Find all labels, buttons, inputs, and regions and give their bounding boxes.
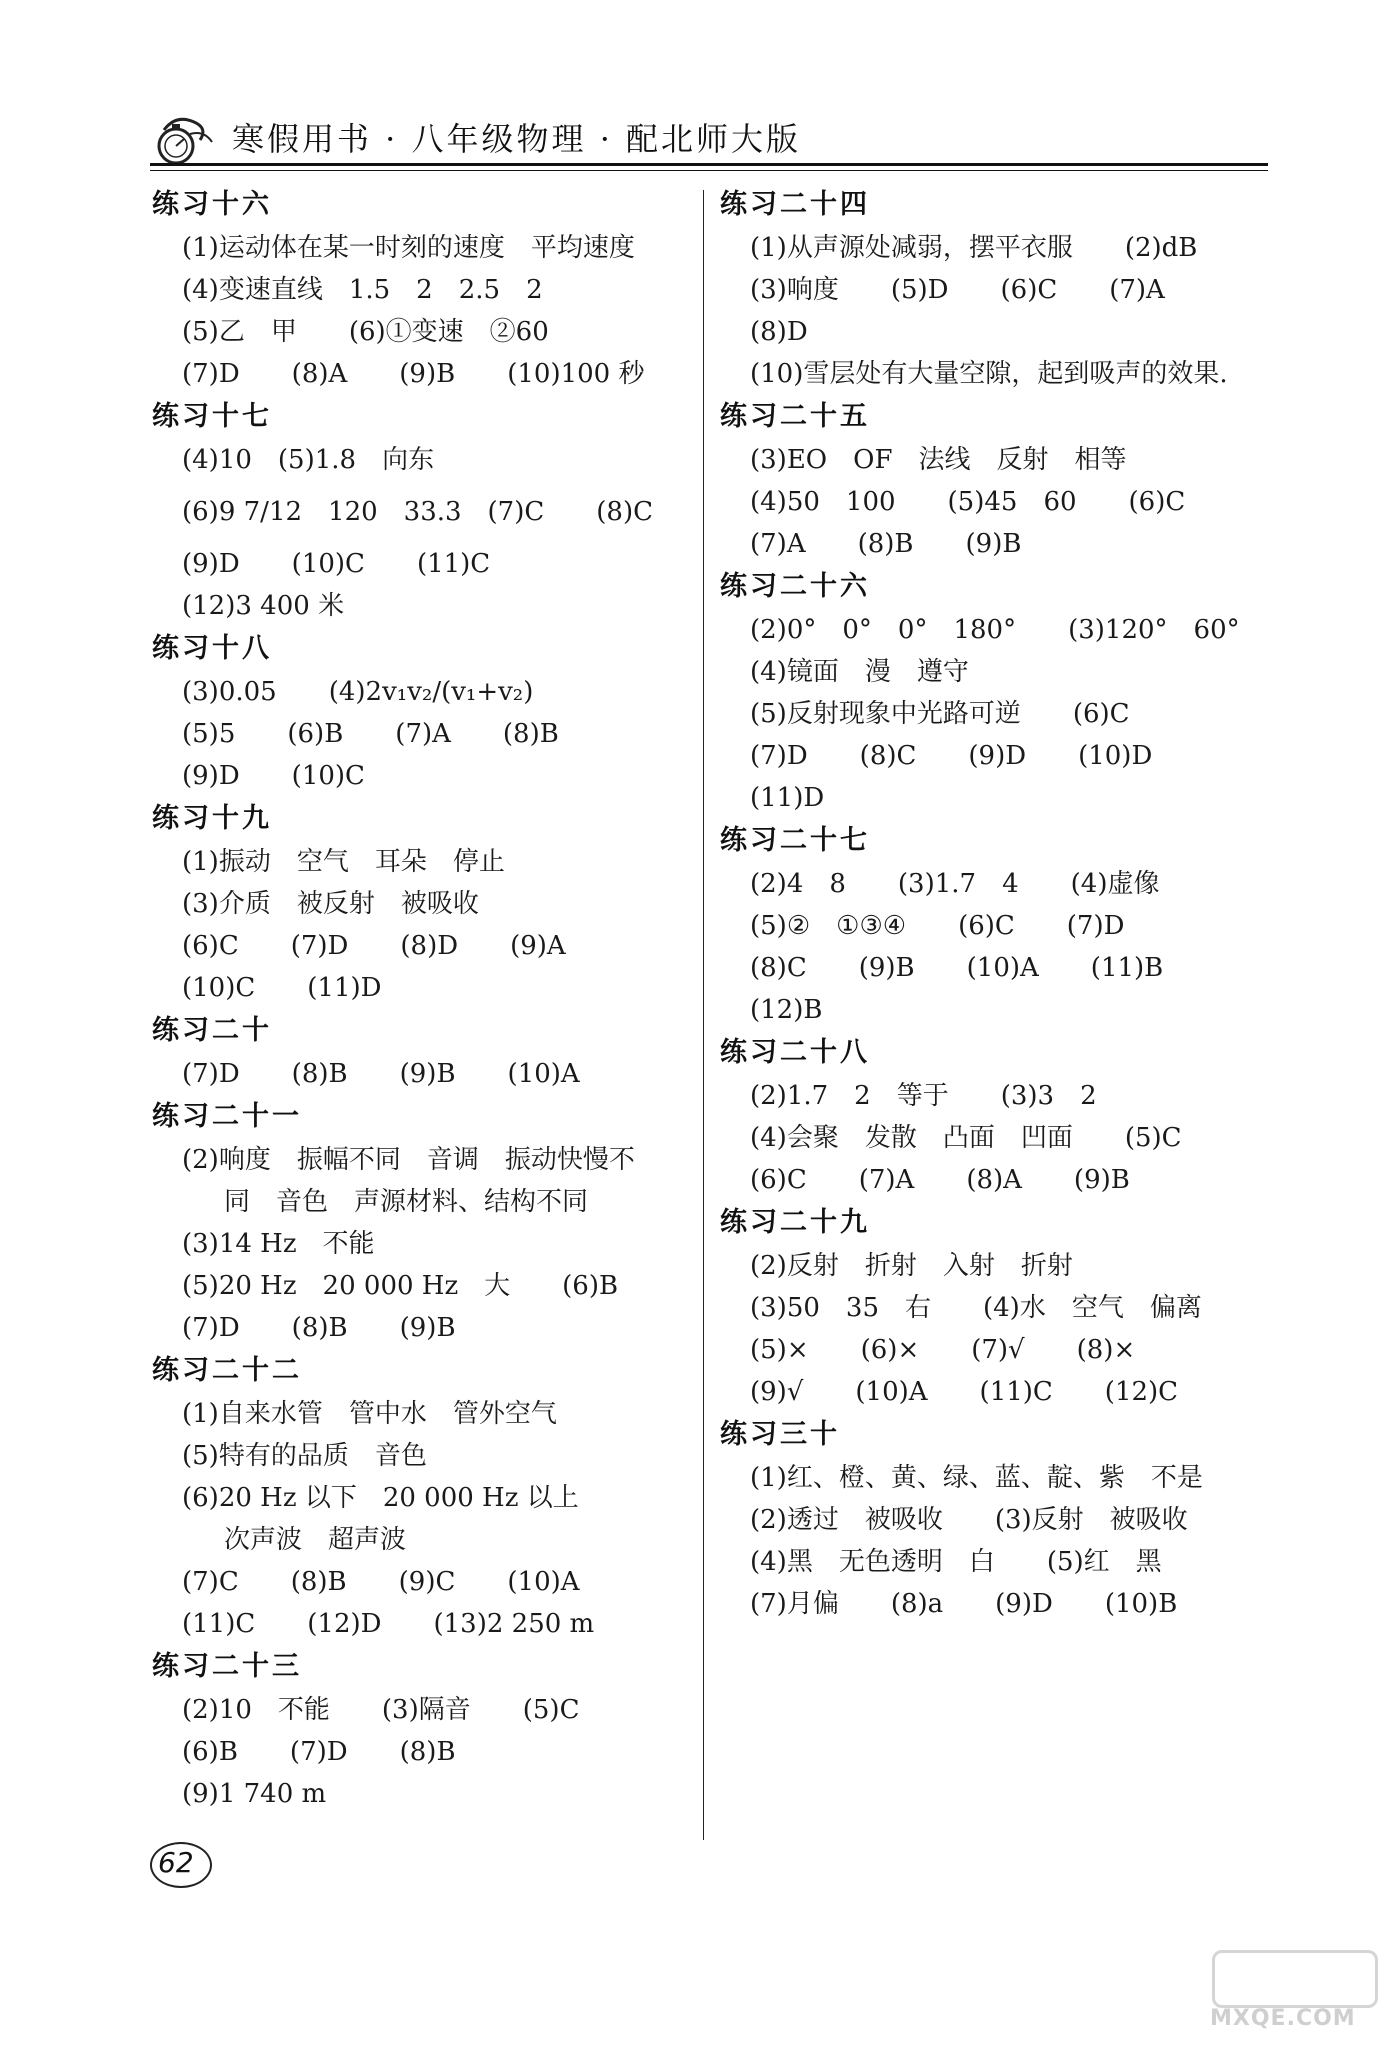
right-column <box>720 183 1280 1625</box>
answer-line: (12)3 400 米 <box>182 591 345 621</box>
exercise-20 <box>152 1009 692 1095</box>
section-title: 练习二十三 <box>152 1651 302 1682</box>
exercise-16 <box>152 183 692 395</box>
answer-line: (5)× (6)× (7)√ (8)× <box>750 1335 1136 1365</box>
answer-line: (7)D (8)C (9)D (10)D <box>750 741 1153 771</box>
exercise-26 <box>720 565 1280 819</box>
page-number-text: 62 <box>158 1846 194 1879</box>
answer-line: (12)B <box>750 995 823 1025</box>
site-watermark <box>1210 1948 1380 2043</box>
column-divider <box>703 190 704 1840</box>
header-title: 寒假用书 · 八年级物理 · 配北师大版 <box>232 120 802 158</box>
answer-line: (8)C (9)B (10)A (11)B <box>750 953 1164 983</box>
exercise-30 <box>720 1413 1280 1625</box>
answer-line: (2)透过 被吸收 (3)反射 被吸收 <box>750 1505 1188 1535</box>
section-title: 练习二十四 <box>720 189 870 220</box>
header-rule-thin <box>150 170 1268 171</box>
answer-line: (4)10 (5)1.8 向东 <box>182 445 435 475</box>
answer-line: (2)10 不能 (3)隔音 (5)C <box>182 1695 580 1725</box>
answer-line: 同 音色 声源材料、结构不同 <box>224 1187 589 1217</box>
section-title: 练习二十九 <box>720 1207 870 1238</box>
answer-line: (2)反射 折射 入射 折射 <box>750 1251 1073 1281</box>
page-number <box>150 1842 210 1890</box>
answer-line: (3)0.05 (4)2v₁v₂/(v₁+v₂) <box>182 677 534 707</box>
answer-line: (3)响度 (5)D (6)C (7)A <box>750 275 1165 305</box>
answer-line: (1)从声源处减弱，摆平衣服 (2)dB <box>750 233 1198 263</box>
section-title: 练习三十 <box>720 1419 840 1450</box>
stopwatch-logo-icon <box>150 112 220 168</box>
answer-line: (11)C (12)D (13)2 250 m <box>182 1609 595 1639</box>
section-title: 练习二十六 <box>720 571 870 602</box>
answer-line: (7)D (8)B (9)B <box>182 1313 456 1343</box>
answer-line: (5)反射现象中光路可逆 (6)C <box>750 699 1130 729</box>
answer-line: (1)运动体在某一时刻的速度 平均速度 <box>182 233 635 263</box>
answer-line: (4)黑 无色透明 白 (5)红 黑 <box>750 1547 1162 1577</box>
header-rule-thick <box>150 163 1268 166</box>
answer-line: (6)C (7)A (8)A (9)B <box>750 1165 1130 1195</box>
section-title: 练习十九 <box>152 803 272 834</box>
exercise-25 <box>720 395 1280 565</box>
answer-line: (9)√ (10)A (11)C (12)C <box>750 1377 1179 1407</box>
section-title: 练习二十 <box>152 1015 272 1046</box>
answer-line: (9)D (10)C <box>182 761 365 791</box>
answer-line: (7)D (8)B (9)B (10)A <box>182 1059 580 1089</box>
exercise-24 <box>720 183 1280 395</box>
answer-line: (7)C (8)B (9)C (10)A <box>182 1567 580 1597</box>
left-column <box>152 183 692 1815</box>
answer-line: (1)红、橙、黄、绿、蓝、靛、紫 不是 <box>750 1463 1203 1493</box>
section-title: 练习二十二 <box>152 1355 302 1386</box>
answer-line: (6)C (7)D (8)D (9)A <box>182 931 566 961</box>
exercise-23 <box>152 1645 692 1815</box>
page-header <box>150 100 1265 170</box>
answer-line: (6)9 7/12 120 33.3 (7)C (8)C <box>182 497 653 527</box>
answer-line: (11)D <box>750 783 825 813</box>
answer-line: (2)1.7 2 等于 (3)3 2 <box>750 1081 1097 1111</box>
answer-line: (3)50 35 右 (4)水 空气 偏离 <box>750 1293 1202 1323</box>
answer-line: (4)50 100 (5)45 60 (6)C <box>750 487 1186 517</box>
answer-line: (5)5 (6)B (7)A (8)B <box>182 719 559 749</box>
watermark-logo-icon <box>1212 1950 1378 2008</box>
answer-line: (7)月偏 (8)a (9)D (10)B <box>750 1589 1178 1619</box>
exercise-17 <box>152 395 692 627</box>
answer-line: (4)镜面 漫 遵守 <box>750 657 969 687</box>
exercise-19 <box>152 797 692 1009</box>
answer-line: (7)A (8)B (9)B <box>750 529 1022 559</box>
answer-line: (5)乙 甲 (6)①变速 ②60 <box>182 317 549 347</box>
answer-line: (10)C (11)D <box>182 973 382 1003</box>
answer-line: (10)雪层处有大量空隙，起到吸声的效果. <box>750 359 1228 389</box>
section-title: 练习十八 <box>152 633 272 664</box>
exercise-28 <box>720 1031 1280 1201</box>
exercise-21 <box>152 1095 692 1349</box>
answer-line: (8)D <box>750 317 808 347</box>
answer-line: (1)振动 空气 耳朵 停止 <box>182 847 505 877</box>
section-title: 练习二十八 <box>720 1037 870 1068</box>
exercise-18 <box>152 627 692 797</box>
exercise-22 <box>152 1349 692 1645</box>
section-title: 练习二十七 <box>720 825 870 856</box>
answer-line: (4)变速直线 1.5 2 2.5 2 <box>182 275 543 305</box>
answer-line: (6)B (7)D (8)B <box>182 1737 456 1767</box>
exercise-27 <box>720 819 1280 1031</box>
answer-line: (3)EO OF 法线 反射 相等 <box>750 445 1127 475</box>
section-title: 练习二十一 <box>152 1101 302 1132</box>
answer-line: (9)1 740 m <box>182 1779 327 1809</box>
watermark-text: MXQE.COM <box>1210 2006 1356 2031</box>
answer-line: (3)介质 被反射 被吸收 <box>182 889 479 919</box>
answer-line: (9)D (10)C (11)C <box>182 549 491 579</box>
answer-line: (3)14 Hz 不能 <box>182 1229 375 1259</box>
answer-line: (7)D (8)A (9)B (10)100 秒 <box>182 359 645 389</box>
answer-line: (1)自来水管 管中水 管外空气 <box>182 1399 557 1429</box>
answer-line: (2)0° 0° 0° 180° (3)120° 60° <box>750 615 1240 645</box>
answer-line: (4)会聚 发散 凸面 凹面 (5)C <box>750 1123 1182 1153</box>
answer-line: (5)20 Hz 20 000 Hz 大 (6)B <box>182 1271 619 1301</box>
answer-line: (5)② ①③④ (6)C (7)D <box>750 911 1125 941</box>
answer-line: (6)20 Hz 以下 20 000 Hz 以上 <box>182 1483 579 1513</box>
answer-line: 次声波 超声波 <box>224 1525 407 1555</box>
section-title: 练习十七 <box>152 401 272 432</box>
answer-line: (2)4 8 (3)1.7 4 (4)虚像 <box>750 869 1160 899</box>
section-title: 练习十六 <box>152 189 272 220</box>
answer-line: (5)特有的品质 音色 <box>182 1441 427 1471</box>
answer-line: (2)响度 振幅不同 音调 振动快慢不 <box>182 1145 635 1175</box>
section-title: 练习二十五 <box>720 401 870 432</box>
exercise-29 <box>720 1201 1280 1413</box>
